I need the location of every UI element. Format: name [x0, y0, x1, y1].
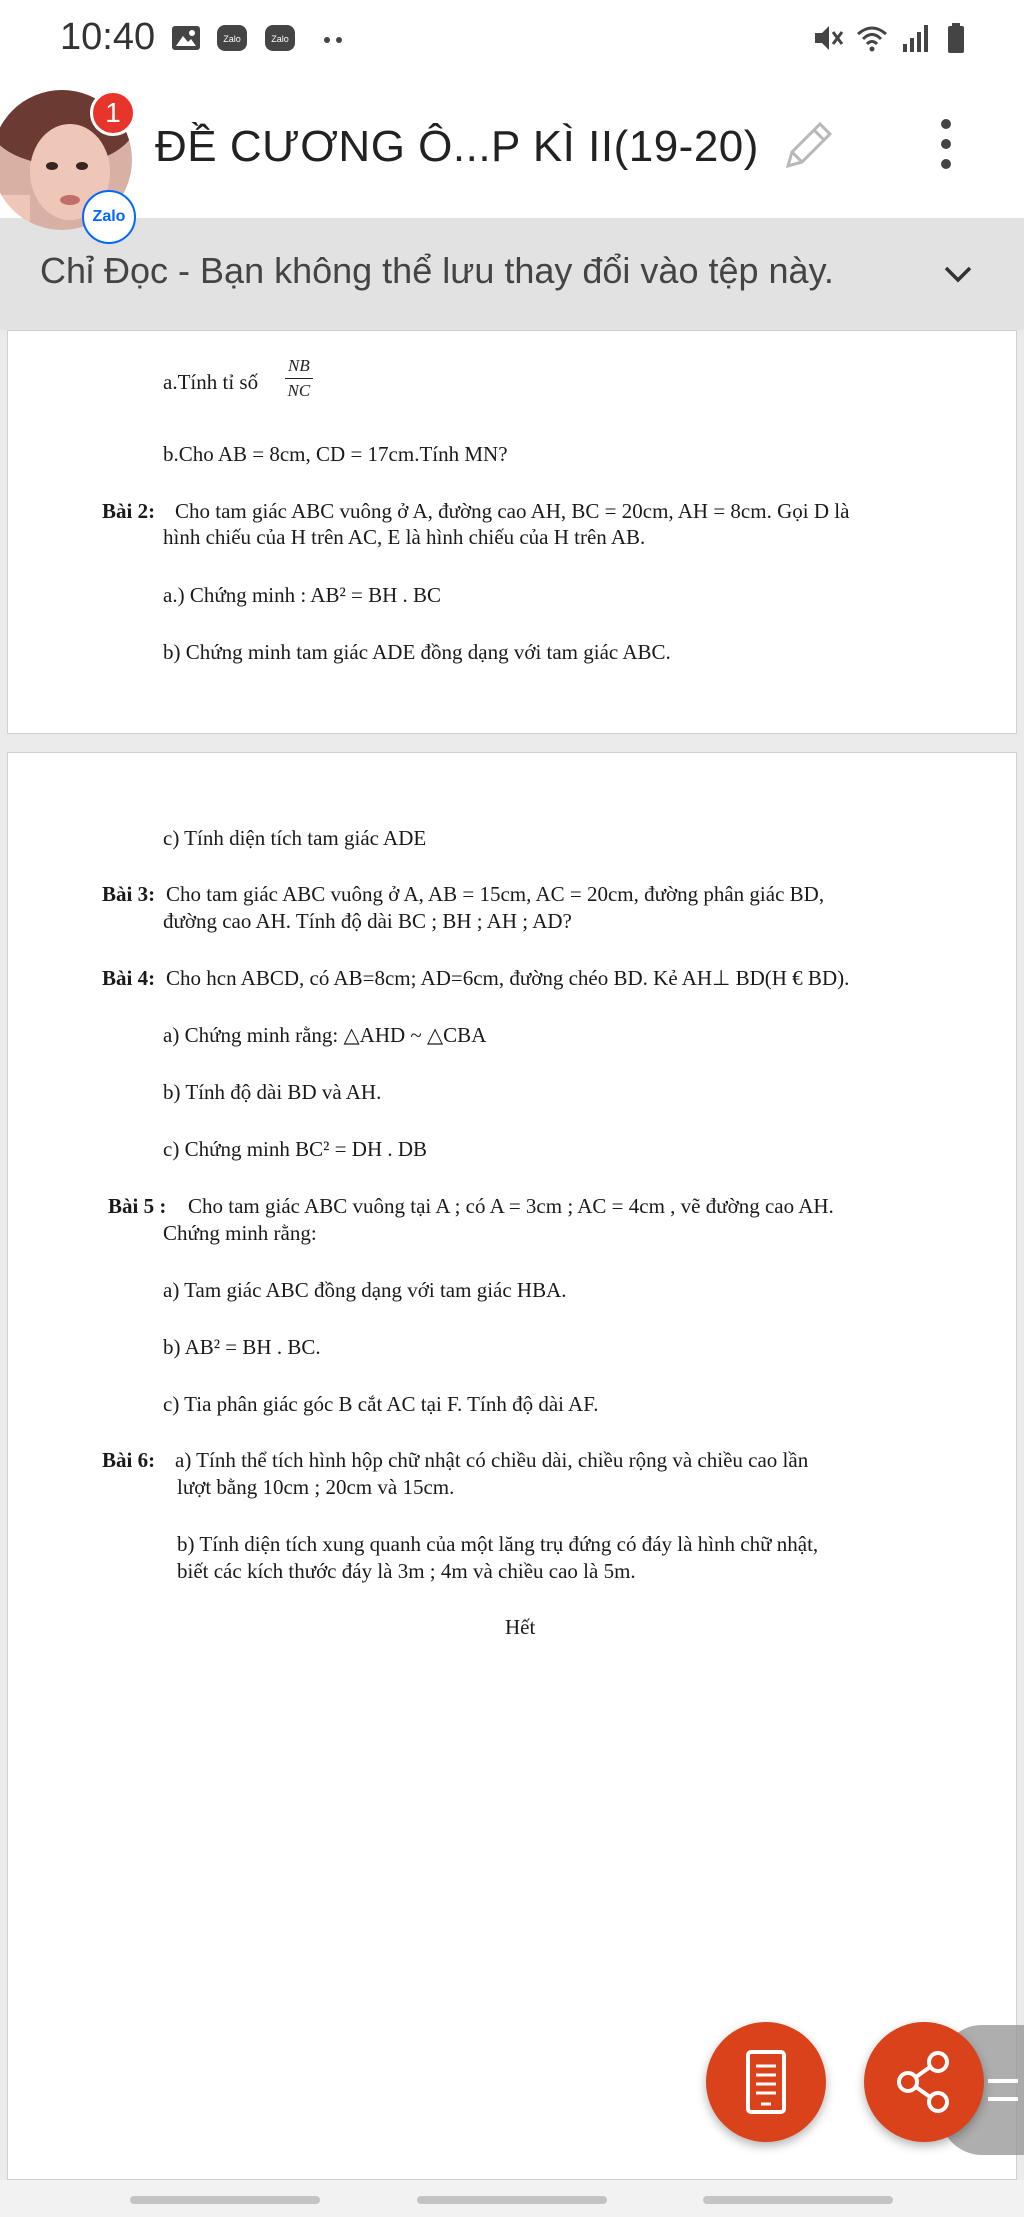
exercise-label: Bài 5 : [108, 1194, 167, 1218]
pencil-icon[interactable] [778, 116, 838, 176]
zalo-icon [216, 22, 248, 54]
app-bar [0, 78, 1024, 219]
text-line: b) Tính độ dài BD và AH. [163, 1080, 382, 1104]
chevron-down-icon[interactable] [940, 256, 976, 292]
image-icon [170, 22, 202, 54]
more-options-icon[interactable] [926, 114, 966, 174]
battery-icon [940, 22, 972, 54]
text-line: Cho tam giác ABC vuông ở A, AB = 15cm, AC = 20cm, đường phân giác BD, [166, 882, 825, 906]
text-line: c) Chứng minh BC² = DH . DB [163, 1137, 428, 1161]
text-line: Chứng minh rằng: [163, 1221, 317, 1245]
signal-icon [900, 22, 932, 54]
text-line: đường cao AH. Tính độ dài BC ; BH ; AH ; AD? [163, 909, 572, 933]
zalo-logo-label: Zalo [92, 208, 126, 225]
text-line: lượt bằng 10cm ; 20cm và 15cm. [177, 1475, 455, 1499]
chat-bubble[interactable] [0, 90, 140, 240]
zalo-icon [264, 22, 296, 54]
document-title: ĐỀ CƯƠNG Ô...P KÌ II(19-20) [155, 122, 759, 171]
text-line: a) Tam giác ABC đồng dạng với tam giác HBA. [163, 1278, 567, 1302]
notification-badge [90, 90, 136, 136]
text-line: a) Chứng minh rằng: △AHD ~ △CBA [163, 1023, 487, 1047]
text-line: Cho hcn ABCD, có AB=8cm; AD=6cm, đường chéo BD. Kẻ AH⊥ BD(H € BD). [166, 966, 850, 990]
text-line: a.Tính tỉ số [163, 370, 259, 394]
text-line: b.Cho AB = 8cm, CD = 17cm.Tính MN? [163, 442, 508, 466]
nav-recents-button[interactable] [130, 2196, 320, 2204]
text-line: b) Tính diện tích xung quanh của một lăng trụ đứng có đáy là hình chữ nhật, [177, 1532, 819, 1556]
reading-mode-button[interactable] [706, 2022, 826, 2142]
nav-home-button[interactable] [417, 2196, 607, 2204]
svg-text:Zalo: Zalo [271, 34, 289, 44]
end-marker: Hết [505, 1615, 536, 1639]
exercise-label: Bài 2: [102, 499, 156, 523]
fraction [285, 356, 313, 401]
share-button[interactable] [864, 2022, 984, 2142]
svg-text:Zalo: Zalo [223, 34, 241, 44]
reading-mode-icon [706, 2022, 826, 2142]
exercise-label: Bài 6: [102, 1448, 156, 1472]
status-time: 10:40 [60, 16, 156, 58]
text-line: a.) Chứng minh : AB² = BH . BC [163, 583, 442, 607]
text-line: biết các kích thước đáy là 3m ; 4m và chiều cao là 5m. [177, 1559, 636, 1583]
fraction-numerator: NB [285, 356, 313, 379]
exercise-label: Bài 3: [102, 882, 156, 906]
status-bar [0, 0, 1024, 78]
fraction-denominator: NC [287, 381, 311, 400]
text-line: b) AB² = BH . BC. [163, 1335, 321, 1359]
exercise-label: Bài 4: [102, 966, 156, 990]
mute-icon [812, 22, 844, 54]
nav-back-button[interactable] [703, 2196, 893, 2204]
text-line: Cho tam giác ABC vuông ở A, đường cao AH, BC = 20cm, AH = 8cm. Gọi D là [175, 499, 850, 523]
text-line: hình chiếu của H trên AC, E là hình chiếu của H trên AB. [163, 525, 646, 549]
text-line: a) Tính thể tích hình hộp chữ nhật có chiều dài, chiều rộng và chiều cao lần [175, 1448, 809, 1472]
share-icon [864, 2022, 984, 2142]
zalo-logo [82, 190, 136, 244]
badge-count: 1 [105, 97, 121, 128]
text-line: c) Tia phân giác góc B cắt AC tại F. Tính độ dài AF. [163, 1392, 599, 1416]
read-only-notice [0, 218, 1024, 330]
navigation-bar [0, 2180, 1024, 2217]
text-line: Cho tam giác ABC vuông tại A ; có A = 3cm ; AC = 4cm , vẽ đường cao AH. [188, 1194, 834, 1218]
read-only-text: Chỉ Đọc - Bạn không thể lưu thay đổi vào tệp này. [40, 250, 834, 291]
text-line: c) Tính diện tích tam giác ADE [163, 826, 427, 850]
wifi-icon [856, 22, 888, 54]
text-line: b) Chứng minh tam giác ADE đồng dạng với tam giác ABC. [163, 640, 671, 664]
more-dots-icon [318, 22, 350, 54]
